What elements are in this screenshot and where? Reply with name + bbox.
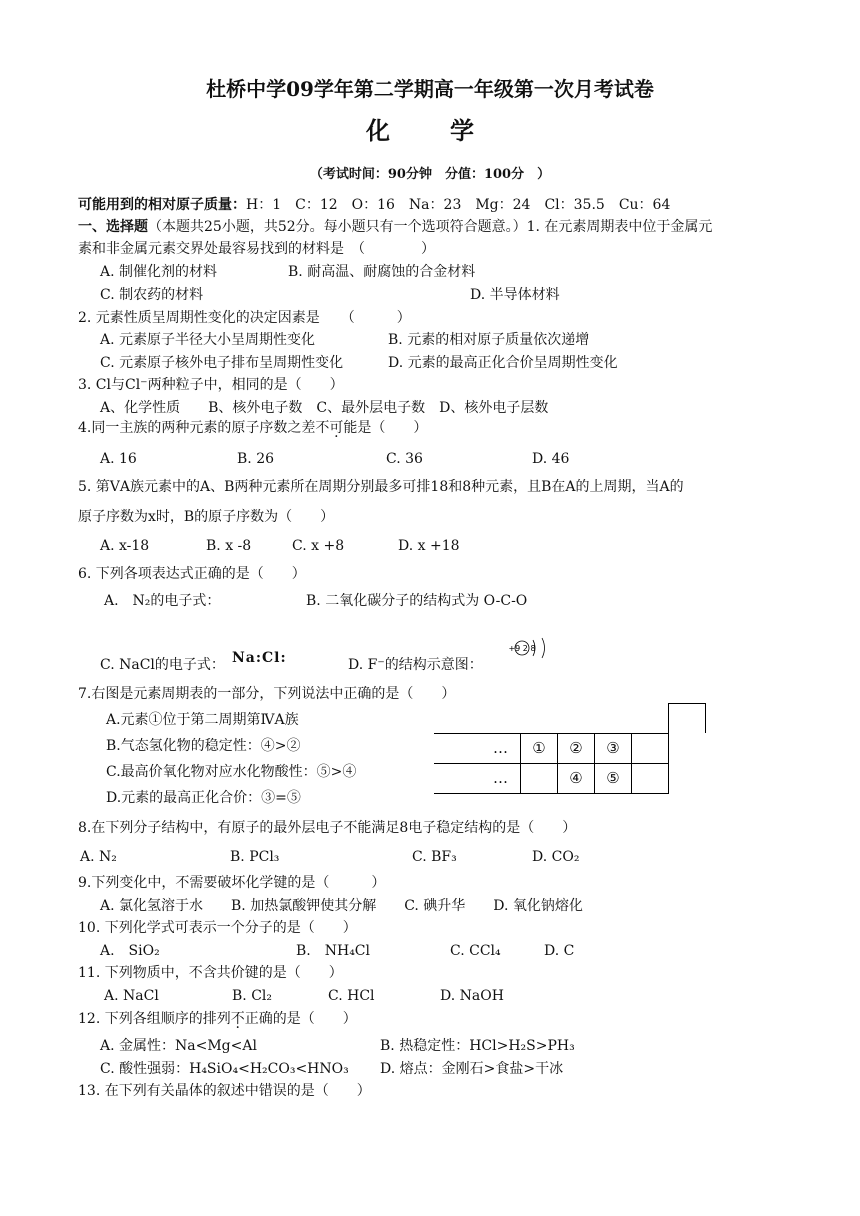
pt-empty-cell — [521, 763, 558, 793]
fluoride-ion-diagram-text: +9 2 8 — [508, 644, 536, 653]
q4-emphasis: 不可能 — [315, 420, 358, 436]
q4-option-c: C. 36 — [386, 451, 423, 467]
q4-option-b: B. 26 — [237, 451, 275, 467]
q12-stem-a: 12. 下列各组顺序的排列 — [78, 1011, 231, 1027]
q4-stem-b: 是（ ） — [357, 420, 428, 436]
q3-options: A、化学性质 B、核外电子数 C、最外层电子数 D、核外电子层数 — [100, 400, 549, 416]
pt-empty-cell — [669, 704, 706, 734]
q8-option-b: B. PCl₃ — [230, 849, 280, 865]
q8-option-c: C. BF₃ — [412, 849, 457, 865]
q12-stem — [78, 1010, 357, 1028]
q12-option-b: B. 热稳定性：HCl>H₂S>PH₃ — [380, 1038, 575, 1054]
pt-empty-cell — [632, 733, 669, 763]
q6-option-c: C. NaCl的电子式： — [100, 657, 225, 673]
q13-stem: 13. 在下列有关晶体的叙述中错误的是（ ） — [78, 1083, 371, 1099]
atomic-mass-line — [78, 196, 670, 214]
q4-stem-a: 4.同一主族的两种元素的原子序数之差 — [78, 420, 316, 436]
atomic-mass-label: 可能用到的相对原子质量： — [78, 197, 246, 213]
q10-option-a: A. SiO₂ — [100, 943, 160, 959]
q2-option-a: A. 元素原子半径大小呈周期性变化 — [100, 332, 316, 348]
q10-option-b: B. NH₄Cl — [296, 943, 370, 959]
fluoride-ion-diagram — [508, 635, 560, 663]
section1-heading: 一、选择题 — [78, 219, 148, 235]
q3-stem: 3. Cl与Cl⁻两种粒子中，相同的是（ ） — [78, 377, 344, 393]
q6-option-b: B. 二氧化碳分子的结构式为 O-C-O — [306, 593, 528, 609]
q12-option-a: A. 金属性：Na<Mg<Al — [100, 1038, 257, 1054]
q2-option-c: C. 元素原子核外电子排布呈周期性变化 — [100, 355, 344, 371]
pt-empty-cell — [632, 763, 669, 793]
pt-cell-4: ④ — [558, 763, 595, 793]
q5-stem: 5. 第ⅤA族元素中的A、B两种元素所在周期分别最多可排18和8种元素，且B在A的上周期，当A的 — [78, 479, 684, 495]
section1-line — [78, 218, 712, 236]
nacl-electron-formula: Na:Cl: — [232, 650, 287, 666]
q10-option-d: D. C — [544, 943, 575, 959]
q11-option-d: D. NaOH — [440, 988, 504, 1004]
q7-option-b: B.气态氢化物的稳定性：④>② — [106, 738, 301, 754]
q5-stem-cont: 原子序数为x时，B的原子序数为（ ） — [78, 509, 335, 525]
q12-option-c: C. 酸性强弱：H₄SiO₄<H₂CO₃<HNO₃ — [100, 1061, 349, 1077]
q8-option-a: A. N₂ — [80, 849, 117, 865]
q7-option-a: A.元素①位于第二周期第ⅣA族 — [106, 712, 299, 728]
q9-options: A. 氯化氢溶于水 B. 加热氯酸钾使其分解 C. 碘升华 D. 氧化钠熔化 — [100, 898, 583, 914]
exam-title: 杜桥中学09学年第二学期高一年级第一次月考试卷 — [206, 77, 654, 101]
q11-stem: 11. 下列物质中，不含共价键的是（ ） — [78, 965, 343, 981]
q9-stem: 9.下列变化中，不需要破坏化学键的是（ ） — [78, 875, 386, 891]
q1-option-d: D. 半导体材料 — [470, 287, 560, 303]
pt-cell-5: ⑤ — [595, 763, 632, 793]
q1-stem-cont: 素和非金属元素交界处最容易找到的材料是 （ ） — [78, 241, 435, 257]
periodic-table-fragment — [434, 703, 706, 794]
q2-option-d: D. 元素的最高正化合价呈周期性变化 — [388, 355, 618, 371]
q11-option-c: C. HCl — [328, 988, 375, 1004]
q12-emphasis: 不 — [230, 1011, 245, 1027]
pt-ellipsis: … — [434, 733, 521, 763]
q6-option-d: D. F⁻的结构示意图： — [348, 657, 483, 673]
pt-cell-2: ② — [558, 733, 595, 763]
q1-option-b: B. 耐高温、耐腐蚀的合金材料 — [288, 264, 476, 280]
q10-option-c: C. CCl₄ — [450, 943, 501, 959]
q5-option-d: D. x +18 — [398, 538, 460, 554]
q5-option-b: B. x -8 — [206, 538, 252, 554]
q7-option-c: C.最高价氧化物对应水化物酸性：⑤>④ — [106, 764, 357, 780]
pt-cell-3: ③ — [595, 733, 632, 763]
q12-stem-b: 正确的是（ ） — [244, 1011, 357, 1027]
q5-option-c: C. x +8 — [292, 538, 345, 554]
q6-stem: 6. 下列各项表达式正确的是（ ） — [78, 566, 306, 582]
exam-meta: （考试时间：90分钟 分值：100分 ） — [309, 167, 551, 182]
q4-option-a: A. 16 — [100, 451, 137, 467]
q11-option-a: A. NaCl — [104, 988, 159, 1004]
q5-option-a: A. x-18 — [100, 538, 150, 554]
q6-option-a: A. N₂的电子式： — [104, 593, 221, 609]
q1-option-c: C. 制农药的材料 — [100, 287, 204, 303]
q7-option-d: D.元素的最高正化合价：③=⑤ — [106, 790, 301, 806]
q4-option-d: D. 46 — [532, 451, 570, 467]
pt-ellipsis: … — [434, 763, 521, 793]
q11-option-b: B. Cl₂ — [232, 988, 272, 1004]
q12-option-d: D. 熔点：金刚石>食盐>干冰 — [380, 1061, 564, 1077]
pt-cell-1: ① — [521, 733, 558, 763]
q7-stem: 7.右图是元素周期表的一部分，下列说法中正确的是（ ） — [78, 686, 456, 702]
q2-option-b: B. 元素的相对原子质量依次递增 — [388, 332, 590, 348]
subject-title: 化学 — [366, 116, 534, 145]
q8-option-d: D. CO₂ — [532, 849, 580, 865]
q10-stem: 10. 下列化学式可表示一个分子的是（ ） — [78, 920, 357, 936]
q2-stem: 2. 元素性质呈周期性变化的决定因素是 （ ） — [78, 310, 411, 326]
q8-stem: 8.在下列分子结构中，有原子的最外层电子不能满足8电子稳定结构的是（ ） — [78, 820, 577, 836]
q1-option-a: A. 制催化剂的材料 — [100, 264, 218, 280]
section1-desc: （本题共25小题，共52分。每小题只有一个选项符合题意。）1. 在元素周期表中位于金属元 — [148, 219, 713, 235]
atomic-mass-values: H：1 C：12 O：16 Na：23 Mg：24 Cl：35.5 Cu：64 — [246, 197, 671, 213]
q4-stem — [78, 419, 427, 437]
